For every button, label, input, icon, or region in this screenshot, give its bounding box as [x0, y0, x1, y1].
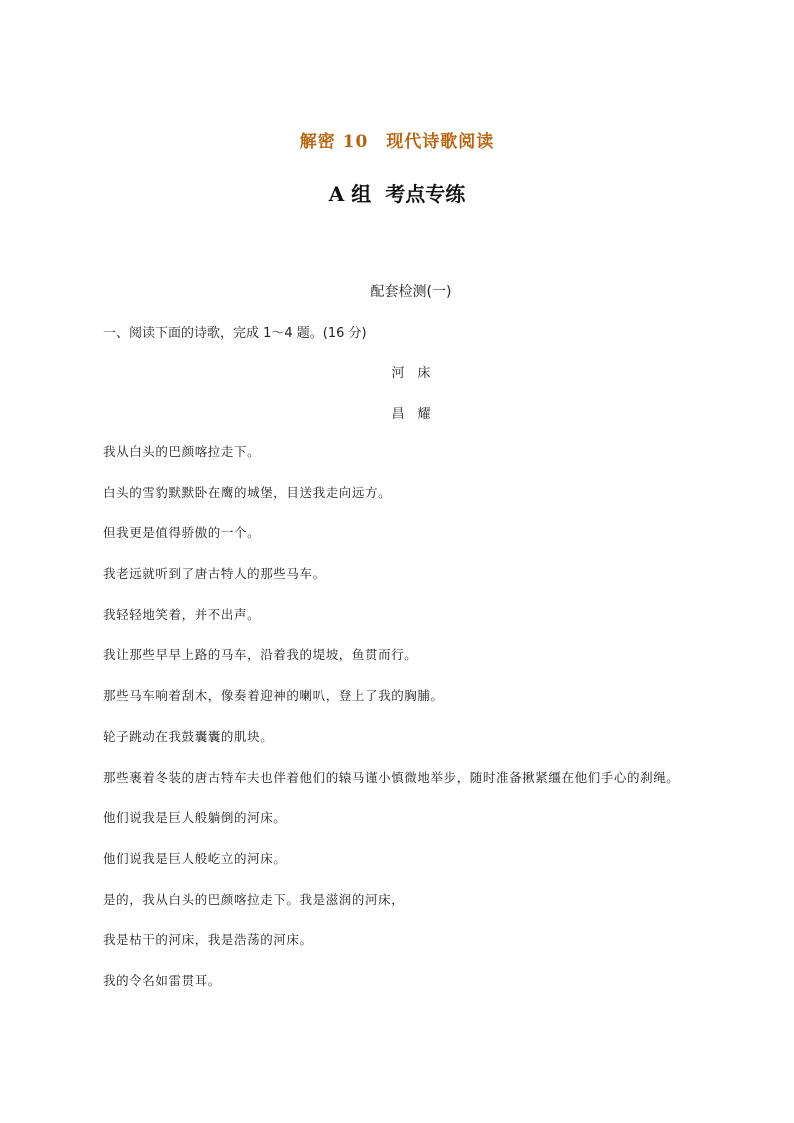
poem-line: 那些马车响着刮木，像奏着迎神的喇叭，登上了我的胸脯。: [103, 688, 444, 704]
chapter-title: 解密 10 现代诗歌阅读: [299, 132, 495, 152]
poem-line: 我轻轻地笑着，并不出声。: [103, 606, 261, 622]
poem-line: 那些裹着冬装的唐古特车夫也伴着他们的辕马谨小慎微地举步，随时准备揪紧缰在他们手心的刹绳。: [103, 769, 680, 785]
poem-line: 轮子跳动在我鼓囊囊的肌块。: [103, 728, 274, 744]
poem-body: [103, 443, 743, 1013]
poem-line: 白头的雪豹默默卧在鹰的城堡，目送我走向远方。: [103, 484, 392, 500]
poem-line: 他们说我是巨人般躺倒的河床。: [103, 810, 287, 826]
poem-line: 我是枯干的河床，我是浩荡的河床。: [103, 932, 313, 948]
section-title: A 组 考点专练: [328, 182, 466, 206]
poem-line: 我老远就听到了唐古特人的那些马车。: [103, 566, 326, 582]
poem-line: 他们说我是巨人般屹立的河床。: [103, 850, 287, 866]
poem-title: 河 床: [391, 366, 431, 381]
poem-author: 昌 耀: [391, 407, 431, 422]
poem-line: 我从白头的巴颜喀拉走下。: [103, 444, 261, 459]
poem-line: 我的令名如雷贯耳。: [103, 972, 221, 988]
poem-line: 但我更是值得骄傲的一个。: [103, 525, 261, 541]
poem-line: 我让那些早早上路的马车，沿着我的堤坡，鱼贯而行。: [103, 647, 418, 663]
exercise-subtitle: 配套检测(一): [370, 284, 452, 300]
exercise-instruction: 一、阅读下面的诗歌，完成 1～4 题。(16 分): [103, 326, 367, 341]
poem-line: 是的，我从白头的巴颜喀拉走下。我是滋润的河床，: [103, 891, 405, 907]
